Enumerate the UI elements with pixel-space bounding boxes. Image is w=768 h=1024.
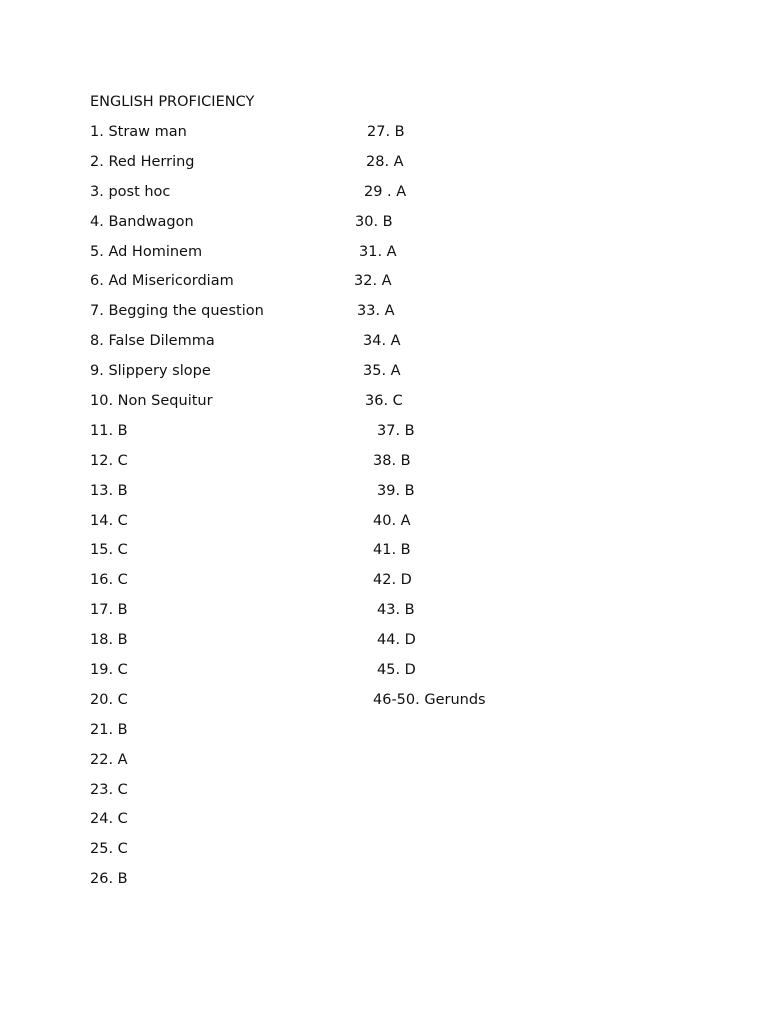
- answer-item: 9. Slippery slope: [90, 363, 211, 380]
- answer-item: 34. A: [363, 333, 401, 350]
- answer-item: 30. B: [355, 213, 393, 230]
- answer-item: 10. Non Sequitur: [90, 393, 213, 410]
- answer-item: 23. C: [90, 781, 128, 798]
- document-title: ENGLISH PROFICIENCY: [90, 94, 255, 110]
- answer-item: 24. C: [90, 811, 128, 828]
- answer-item: 36. C: [365, 393, 403, 410]
- answer-column-left: [90, 123, 264, 900]
- answer-item: 22. A: [90, 751, 128, 768]
- answer-item: 45. D: [377, 662, 416, 679]
- answer-item: 19. C: [90, 662, 128, 679]
- answer-item: 2. Red Herring: [90, 153, 195, 170]
- answer-item: 16. C: [90, 572, 128, 589]
- answer-item: 35. A: [363, 363, 401, 380]
- answer-item: 5. Ad Hominem: [90, 243, 203, 260]
- answer-item: 6. Ad Misericordiam: [90, 273, 234, 290]
- answer-item: 7. Begging the question: [90, 303, 264, 320]
- answer-item: 39. B: [377, 482, 415, 499]
- answer-item: 42. D: [373, 572, 412, 589]
- answer-item: 27. B: [367, 124, 405, 140]
- answer-item: 20. C: [90, 691, 128, 708]
- answer-item: 33. A: [357, 303, 395, 320]
- answer-item: 44. D: [377, 632, 416, 649]
- answer-item: 26. B: [90, 871, 128, 888]
- answer-item: 1. Straw man: [90, 124, 187, 140]
- answer-item: 28. A: [366, 153, 404, 170]
- answer-item: 40. A: [373, 512, 411, 529]
- answer-item: 38. B: [373, 452, 411, 469]
- answer-item: 21. B: [90, 721, 128, 738]
- answer-item: 46-50. Gerunds: [373, 691, 486, 708]
- answer-item: 13. B: [90, 482, 128, 499]
- answer-item: 14. C: [90, 512, 128, 529]
- answer-item: 41. B: [373, 542, 411, 559]
- answer-item: 4. Bandwagon: [90, 213, 194, 230]
- answer-item: 37. B: [377, 422, 415, 439]
- answer-item: 8. False Dilemma: [90, 333, 215, 350]
- answer-item: 15. C: [90, 542, 128, 559]
- answer-item: 12. C: [90, 452, 128, 469]
- answer-column-right: [354, 123, 486, 721]
- answer-item: 3. post hoc: [90, 183, 171, 200]
- answer-item: 29 . A: [364, 183, 407, 200]
- answer-item: 32. A: [354, 273, 392, 290]
- answer-item: 25. C: [90, 841, 128, 858]
- answer-item: 31. A: [359, 243, 397, 260]
- answer-item: 18. B: [90, 632, 128, 649]
- answer-item: 11. B: [90, 422, 128, 439]
- answer-item: 17. B: [90, 602, 128, 619]
- answer-item: 43. B: [377, 602, 415, 619]
